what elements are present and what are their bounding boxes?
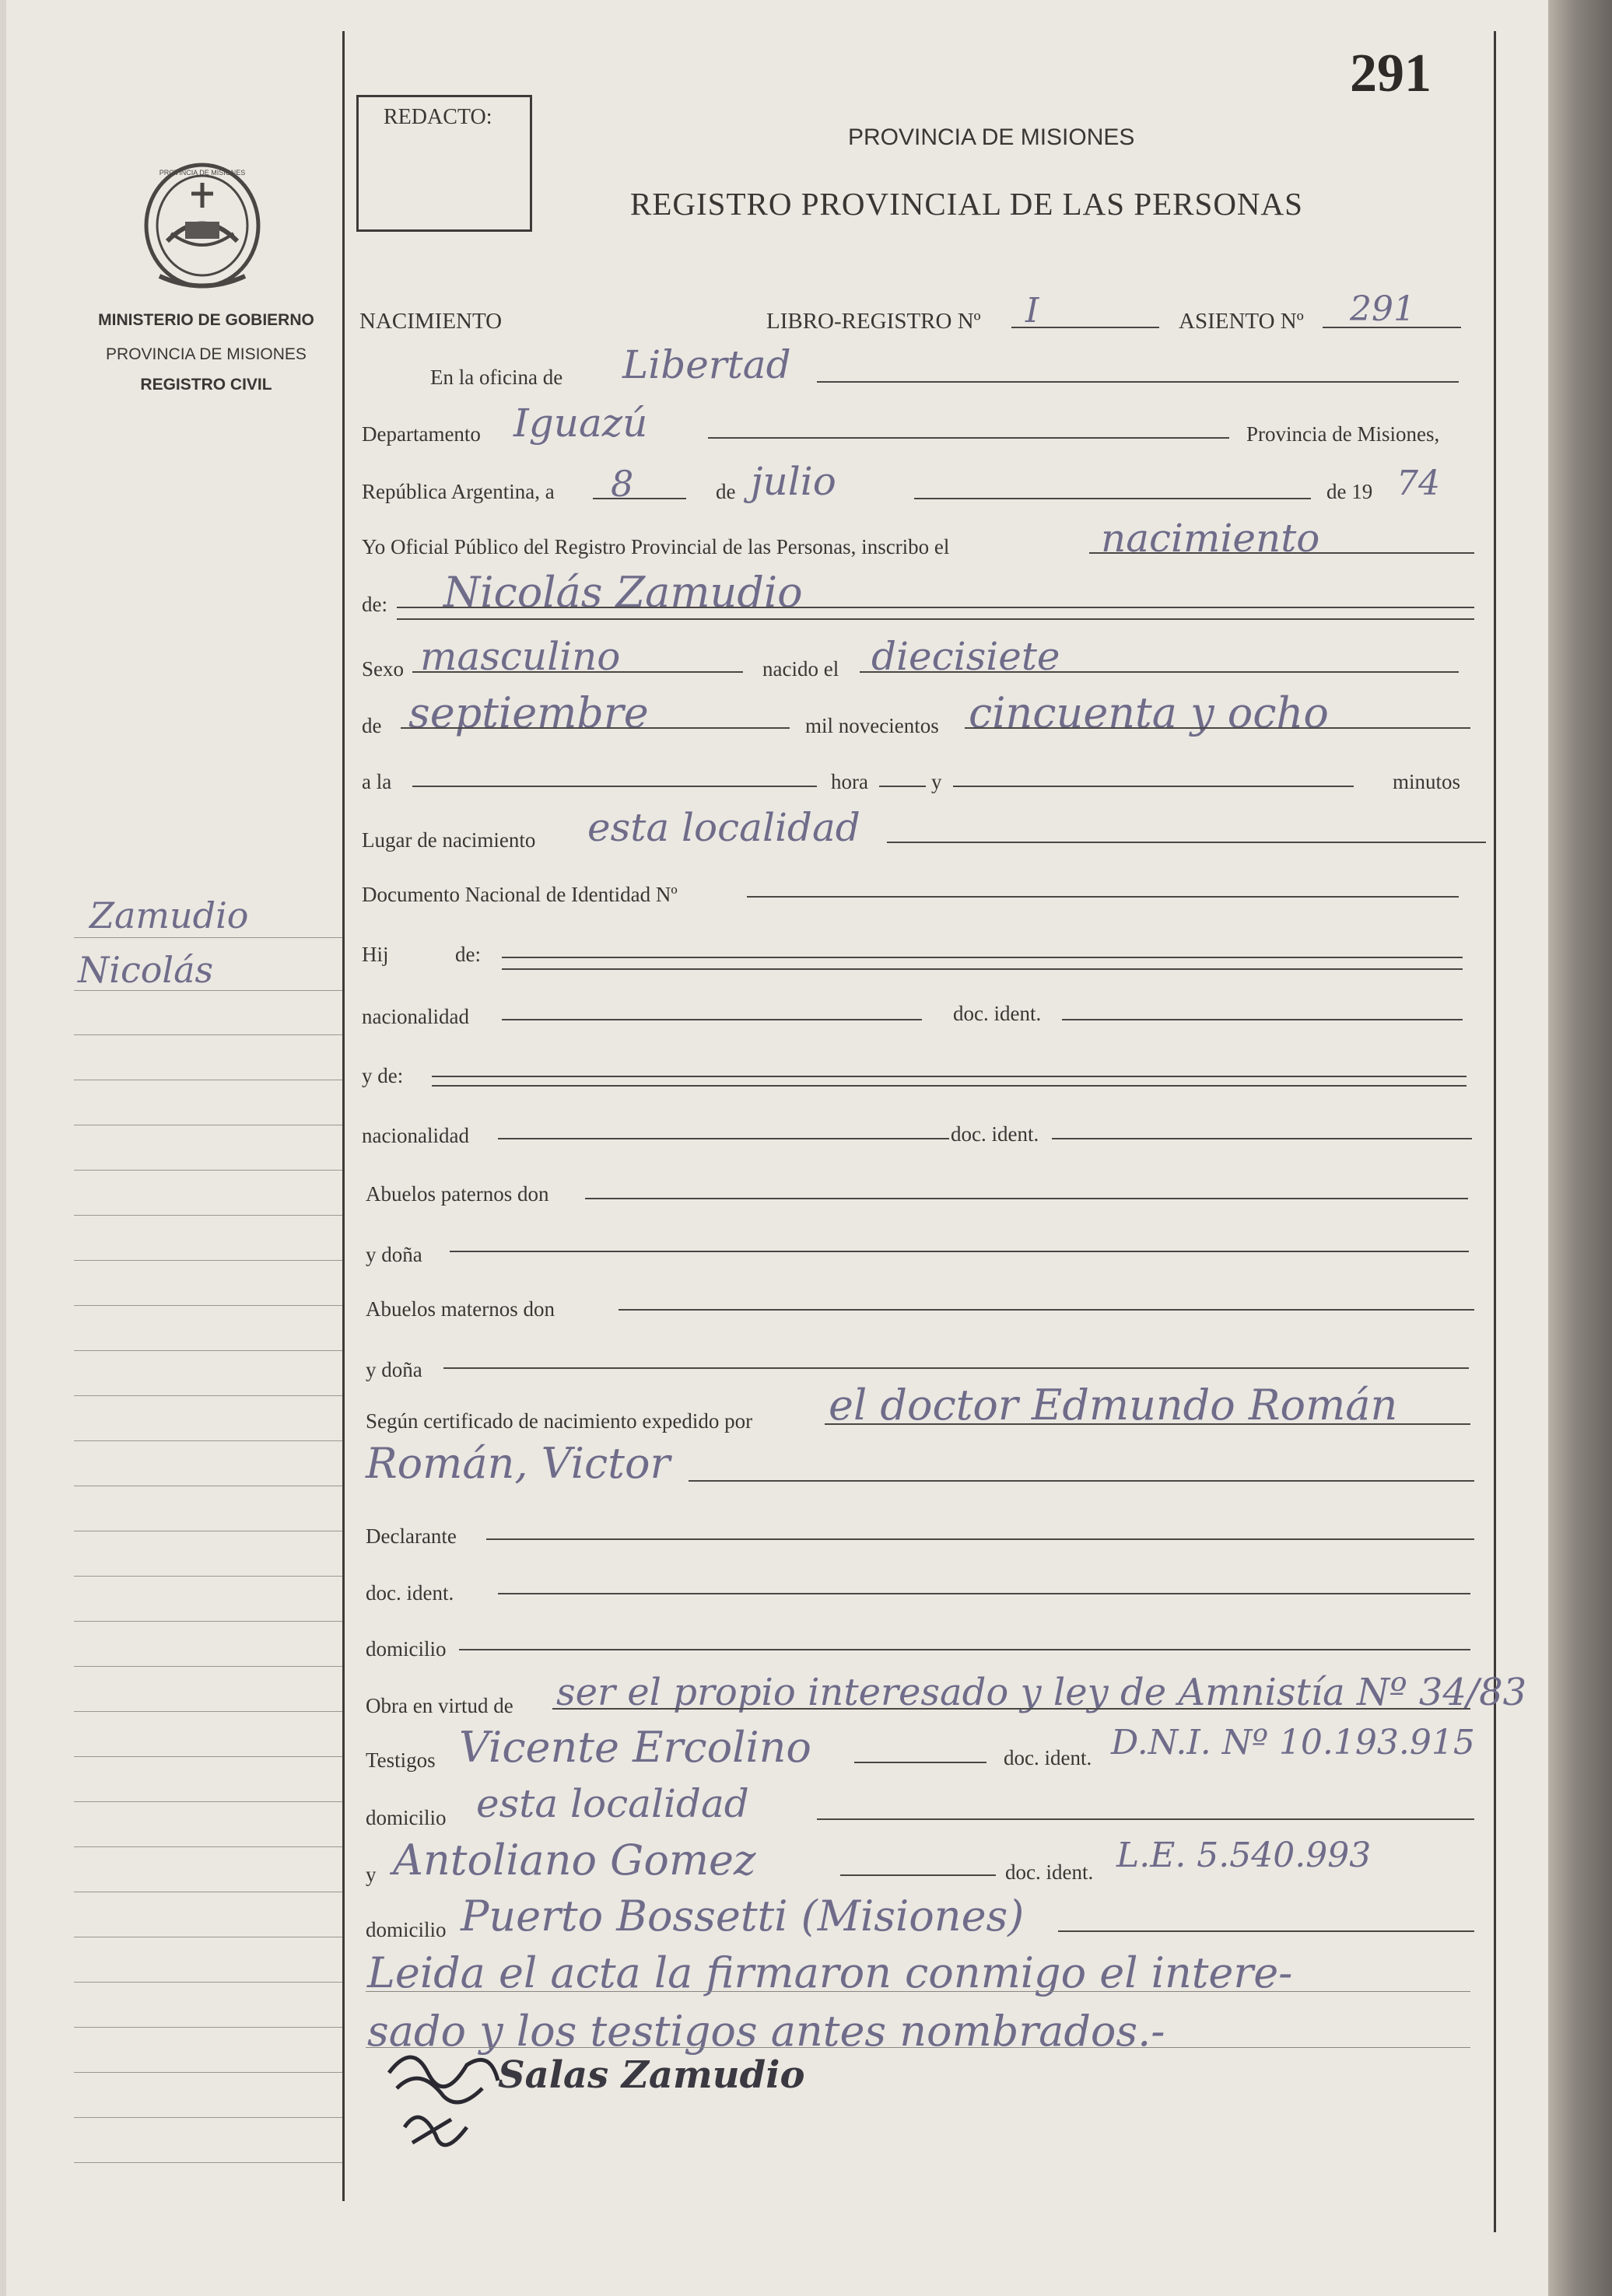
margin-ruled-line: [74, 1395, 342, 1396]
mes-nac-value: septiembre: [408, 688, 649, 737]
testigo1-doc: D.N.I. Nº 10.193.915: [1111, 1723, 1475, 1762]
nacido-line: [860, 671, 1459, 673]
obra-label: Obra en virtud de: [366, 1694, 513, 1717]
closing-line1: Leida el acta la firmaron conmigo el intere-: [367, 1948, 1293, 1997]
oficial-label: Yo Oficial Público del Registro Provincial de las Personas, inscribo el: [362, 535, 950, 558]
nombre-line: [397, 607, 1474, 608]
libro-line: [1011, 327, 1159, 328]
margin-ruled-line: [74, 1756, 342, 1757]
mes-nac-line: [401, 727, 790, 729]
nacionalidad2-label: nacionalidad: [362, 1124, 469, 1147]
dni-line: [747, 896, 1459, 898]
margin-ruled-line: [74, 1305, 342, 1306]
domicilio3-value: Puerto Bossetti (Misiones): [461, 1892, 1025, 1941]
oficina-label: En la oficina de: [430, 366, 563, 389]
margin-ruled-line: [74, 1215, 342, 1216]
departamento-label: Departamento: [362, 422, 481, 446]
margin-ruled-line: [74, 2072, 342, 2073]
hora-line2: [879, 786, 926, 787]
margin-ruled-line: [74, 1170, 342, 1171]
minutos-line: [953, 786, 1354, 787]
certificado-line1: [825, 1423, 1470, 1425]
de-year-label: de 19: [1326, 480, 1373, 503]
certificado-line2: [689, 1480, 1474, 1482]
y-dona1-line: [450, 1251, 1469, 1252]
domicilio3-label: domicilio: [366, 1918, 447, 1941]
ministry-line3: REGISTRO CIVIL: [140, 376, 272, 394]
declarante-line: [486, 1538, 1474, 1540]
margin-ruled-line: [74, 1034, 342, 1035]
y-de-line: [432, 1076, 1467, 1077]
closing-line2: sado y los testigos antes nombrados.-: [367, 2007, 1165, 2056]
y2-label: y: [366, 1863, 377, 1886]
sexo-line: [412, 671, 743, 673]
dni-label: Documento Nacional de Identidad Nº: [362, 883, 678, 906]
y-dona2-label: y doña: [366, 1358, 422, 1381]
mil-label: mil novecientos: [805, 714, 939, 737]
y-de-line2: [432, 1085, 1467, 1087]
margin-ruled-line: [74, 1621, 342, 1622]
lugar-value: esta localidad: [587, 805, 860, 850]
obra-line: [552, 1708, 1470, 1710]
ministry-line2: PROVINCIA DE MISIONES: [106, 345, 307, 363]
docident1-label: doc. ident.: [953, 1002, 1042, 1025]
domicilio1-label: domicilio: [366, 1637, 447, 1661]
hora-label: hora: [831, 770, 868, 793]
inscribo-value: nacimiento: [1101, 516, 1320, 561]
docident2-label: doc. ident.: [951, 1122, 1039, 1146]
nacido-value: diecisiete: [871, 634, 1060, 679]
y-label: y: [931, 770, 942, 793]
declarante-label: Declarante: [366, 1524, 457, 1548]
hijo-line2: [502, 968, 1463, 970]
oficina-value: Libertad: [622, 342, 791, 387]
inscribo-line: [1089, 552, 1474, 554]
margin-ruled-line: [74, 1711, 342, 1712]
testigos-label: Testigos: [366, 1748, 436, 1772]
nacido-label: nacido el: [762, 657, 839, 681]
closing-rule1: [366, 1991, 1470, 1992]
testigo1-value: Vicente Ercolino: [459, 1723, 811, 1772]
margin-ruled-line: [74, 1576, 342, 1577]
asiento-line: [1323, 327, 1461, 328]
dia-line: [593, 498, 686, 499]
redacto-box: [356, 95, 532, 232]
margin-name: Nicolás: [78, 949, 214, 991]
dia-value: 8: [611, 463, 634, 505]
domicilio1-line: [459, 1649, 1470, 1650]
ab-mat-line: [619, 1309, 1474, 1311]
libro-label: LIBRO-REGISTRO Nº: [766, 309, 981, 334]
page-number: 291: [1350, 44, 1432, 103]
margin-ruled-line: [74, 1666, 342, 1667]
sexo-label: Sexo: [362, 657, 404, 681]
minutos-label: minutos: [1393, 770, 1461, 793]
docident3-line: [498, 1593, 1470, 1594]
registry-header: REGISTRO PROVINCIAL DE LAS PERSONAS: [630, 186, 1303, 222]
a-la-label: a la: [362, 770, 392, 793]
lugar-label: Lugar de nacimiento: [362, 828, 536, 852]
margin-ruled-line: [74, 2162, 342, 2163]
ab-pat-label: Abuelos paternos don: [366, 1182, 549, 1206]
anio-nac-line: [965, 727, 1470, 729]
asiento-value: 291: [1350, 289, 1415, 329]
y-dona1-label: y doña: [366, 1243, 422, 1266]
signature-text: Salas Zamudio: [498, 2053, 805, 2097]
mes-value: julio: [751, 459, 836, 504]
hora-line: [412, 786, 817, 787]
nacionalidad2-line: [498, 1138, 949, 1139]
provincial-seal-icon: [140, 159, 265, 292]
certificado-value1: el doctor Edmundo Román: [829, 1381, 1398, 1430]
nacimiento-label: NACIMIENTO: [359, 309, 503, 334]
ab-mat-label: Abuelos maternos don: [366, 1297, 555, 1321]
testigo2-doc: L.E. 5.540.993: [1116, 1836, 1372, 1875]
docident5-label: doc. ident.: [1005, 1860, 1094, 1884]
obra-value: ser el propio interesado y ley de Amnistía Nº 34/83: [556, 1671, 1527, 1714]
nombre-value: Nicolás Zamudio: [443, 568, 803, 617]
nacionalidad1-line: [502, 1019, 922, 1020]
y-de-label: y de:: [362, 1064, 404, 1087]
testigo1-line: [854, 1762, 986, 1763]
domicilio2-value: esta localidad: [476, 1781, 749, 1826]
provincia-label: Provincia de Misiones,: [1246, 422, 1440, 446]
certificado-label: Según certificado de nacimiento expedido por: [366, 1409, 753, 1433]
hijo-de-label: de:: [455, 943, 481, 966]
margin-ruled-line: [74, 2027, 342, 2028]
de-colon-label: de:: [362, 593, 387, 616]
margin-ruled-line: [74, 1350, 342, 1351]
lugar-line: [887, 842, 1486, 843]
right-rule: [1494, 31, 1496, 2232]
libro-value: I: [1025, 291, 1039, 331]
testigo2-line: [840, 1874, 996, 1876]
province-header: PROVINCIA DE MISIONES: [848, 124, 1135, 150]
ministry-line1: MINISTERIO DE GOBIERNO: [98, 311, 314, 329]
margin-surname: Zamudio: [89, 894, 249, 936]
departamento-value: Iguazú: [513, 401, 648, 446]
domicilio3-line: [1058, 1930, 1474, 1932]
margin-rule: [342, 31, 345, 2201]
de-mes-label: de: [362, 714, 382, 737]
margin-ruled-line: [74, 1440, 342, 1441]
domicilio2-label: domicilio: [366, 1806, 447, 1829]
y-dona2-line: [443, 1367, 1469, 1369]
docident3-label: doc. ident.: [366, 1581, 454, 1605]
margin-ruled-line: [74, 2117, 342, 2118]
republica-label: República Argentina, a: [362, 480, 555, 503]
docident2-line: [1052, 1138, 1472, 1139]
year-value: 74: [1396, 464, 1440, 503]
hijo-line: [502, 957, 1463, 958]
mes-line: [914, 498, 1311, 499]
ab-pat-line: [585, 1198, 1468, 1199]
page-binding-edge: [0, 0, 6, 2296]
domicilio2-line: [817, 1818, 1474, 1820]
de-label: de: [716, 480, 736, 503]
certificado-value2: Román, Victor: [366, 1439, 671, 1488]
testigo2-value: Antoliano Gomez: [393, 1836, 756, 1885]
docident1-line: [1062, 1019, 1463, 1020]
sexo-value: masculino: [420, 634, 621, 679]
departamento-line: [708, 437, 1229, 439]
margin-ruled-line: [74, 1846, 342, 1847]
margin-ruled-line: [74, 1801, 342, 1802]
hijo-label: Hij: [362, 943, 389, 966]
seal-text: PROVINCIA DE MISIONES: [159, 169, 246, 177]
nacionalidad1-label: nacionalidad: [362, 1005, 469, 1028]
margin-ruled-line: [74, 990, 342, 991]
margin-ruled-line: [74, 1260, 342, 1261]
page-stack-edge: [1548, 0, 1612, 2296]
nombre-line2: [397, 618, 1474, 620]
docident4-label: doc. ident.: [1004, 1746, 1092, 1769]
asiento-label: ASIENTO Nº: [1179, 309, 1304, 334]
redacto-label: REDACTO:: [384, 105, 492, 129]
margin-ruled-line: [74, 937, 342, 938]
margin-ruled-line: [74, 1982, 342, 1983]
oficina-line: [817, 381, 1459, 383]
anio-nac-value: cincuenta y ocho: [969, 688, 1329, 737]
